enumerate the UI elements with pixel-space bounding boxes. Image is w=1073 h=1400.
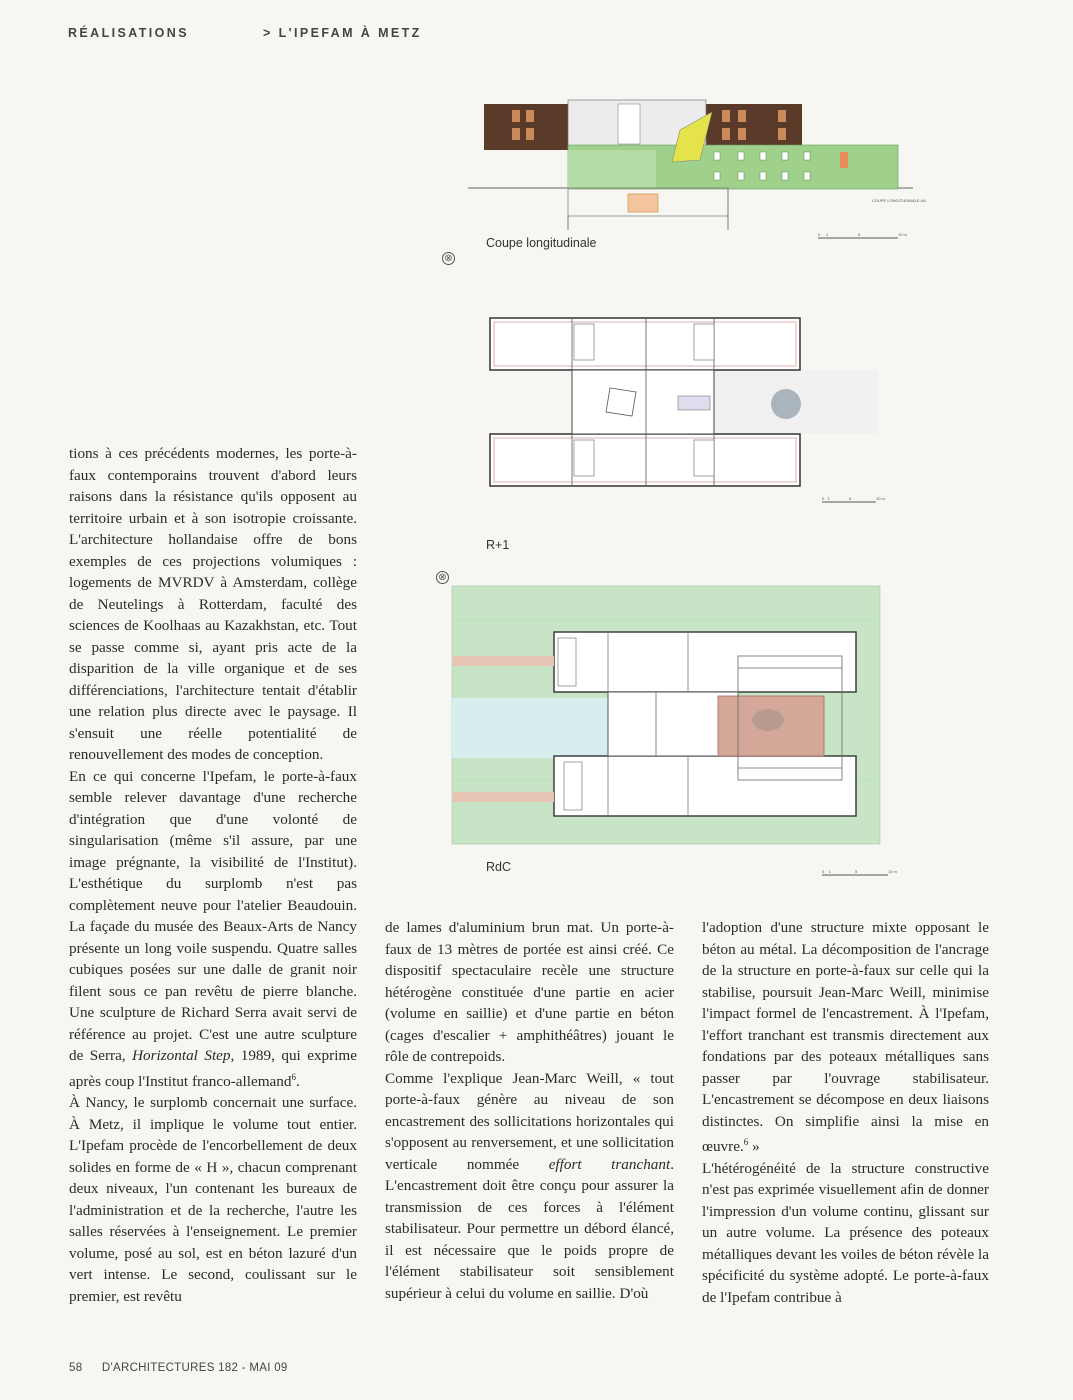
subsection-header: > L'IPEFAM À METZ [263, 26, 422, 40]
col1-paragraph-2: En ce qui concerne l'Ipefam, le porte-à-faux semble relever davantage d'une recherche d'intégration que d'une volonté de singularisation (même s'il assure, par une image prégnante, la visibilité de l'Institut). L'esthétique du surplomb n'est pas complètement neuve pour l'atelier Beaudouin. La façade du musée des Beaux-Arts de Nancy présente un long voile suspendu. Quatre salles cubiques posées sur une dalle de granit noir filent sous ce pan revêtu de pierre blanche. Une sculpture de Richard Serra avait servi de référence au projet. C'est une autre sculpture de Serra, Horizontal Step, 1989, qui exprime après coup l'Institut franco-allemand$^6$. [69, 767, 357, 1090]
col3-paragraph-1: l'adoption d'une structure mixte opposant le béton au métal. La décomposition de l'ancrage de la structure en porte-à-faux sur celle qui la stabilise, poursuit Jean-Marc Weill, minimise l'impact formel de l'encastrement. À l'Ipefam, l'effort tranchant est transmis directement aux fondations par des poteaux métalliques sans passer par l'ouvrage stabilisateur. L'encastrement se décompose en deux liaisons distinctes. On simplifie ainsi la mise en œuvre.$^6$ » [702, 919, 989, 1156]
scale-label: 0 [822, 496, 825, 501]
scale-label: 1 [827, 496, 830, 501]
scale-label: 10 m [898, 232, 907, 237]
rdc-caption: RdC [486, 860, 512, 874]
scale-label: 1 [828, 869, 831, 874]
scale-label: 10 m [876, 496, 885, 501]
col2-paragraph-1: de lames d'aluminium brun mat. Un porte-à-faux de 13 mètres de portée est ainsi créé. Ce dispositif spectaculaire recèle une structure hétérogène constituée d'une partie en acier (volume en saillie) et d'une partie en béton (cages d'escalier + amphithéâtres) jouant le rôle de contrepoids. [385, 919, 674, 1065]
r1-caption: R+1 [486, 538, 510, 552]
scale-label: 5 [855, 869, 858, 874]
col1-paragraph-1: tions à ces précédents modernes, les porte-à-faux contemporains trouvent d'abord leurs raisons dans la résistance qu'ils opposent au territoire urbain et à son isotropie croissante. L'architecture hollandaise offre de bons exemples de ces projections volumiques : logements de MVRDV à Amsterdam, collège de Neutelings à Rotterdam, faculté des sciences de Koolhaas au Kazakhstan, etc. Tout se passe comme si, ayant pris acte de la disparition de la ville organique et de ses différenciations, l'architecture tentait d'établir une relation plus directe avec le paysage. Il s'ensuit une réelle potentialité de renouvellement des modes de conception. [69, 445, 357, 763]
scale-label: 0 [822, 869, 825, 874]
scale-label: 1 [826, 232, 829, 237]
north-arrow-icon-2: ⊗ [436, 571, 449, 584]
section-caption: Coupe longitudinale [486, 236, 597, 250]
article-column-2 [385, 917, 674, 1304]
section-header: RÉALISATIONS [68, 26, 189, 40]
article-column-3 [702, 917, 989, 1308]
scale-label: 10 m [888, 869, 897, 874]
scale-label: 5 [849, 496, 852, 501]
page-number: 58 [69, 1362, 83, 1374]
scale-label: 0 [818, 232, 821, 237]
scale-label: 5 [858, 232, 861, 237]
longitudinal-section-drawing [468, 90, 926, 250]
first-floor-plan [486, 312, 886, 520]
page-footer [69, 1362, 288, 1374]
svg-text:COUPE LONGITUDINALE AA: COUPE LONGITUDINALE AA [872, 198, 926, 203]
col1-paragraph-3: À Nancy, le surplomb concernait une surface. À Metz, il implique le volume tout entier. L'Ipefam procède de l'encorbellement de deux solides en forme de « H », chacun comprenant deux niveaux, l'un contenant les bureaux de l'administration et de la recherche, l'autre les salles réservées à l'enseignement. Le premier volume, posé au sol, est en béton lazuré d'un vert intense. Le second, coulissant sur le premier, est revêtu [69, 1094, 357, 1305]
publication-name: D'ARCHITECTURES 182 - MAI 09 [101, 1362, 288, 1374]
article-column-1 [69, 443, 357, 1307]
col2-paragraph-2: Comme l'explique Jean-Marc Weill, « tout porte-à-faux génère au niveau de son encastrement des sollicitations horizontales qui s'opposent au renversement, et une sollicitation verticale nommée effort tranchant. L'encastrement doit être conçu pour assurer la transmission de ces forces à l'élément stabilisateur. Pour permettre un débord élancé, il est nécessaire que le poids propre de l'élément stabilisateur soit sensiblement supérieur à celui du volume en saillie. D'où [385, 1069, 674, 1302]
north-arrow-icon: ⊗ [442, 252, 455, 265]
col3-paragraph-2: L'hétérogénéité de la structure constructive n'est pas exprimée visuellement afin de donner l'impression d'un volume continu, glissant sur un autre volume. La présence des poteaux métalliques devant les voiles de béton révèle la spécificité du système adopté. Le porte-à-faux de l'Ipefam contribue à [702, 1159, 989, 1306]
